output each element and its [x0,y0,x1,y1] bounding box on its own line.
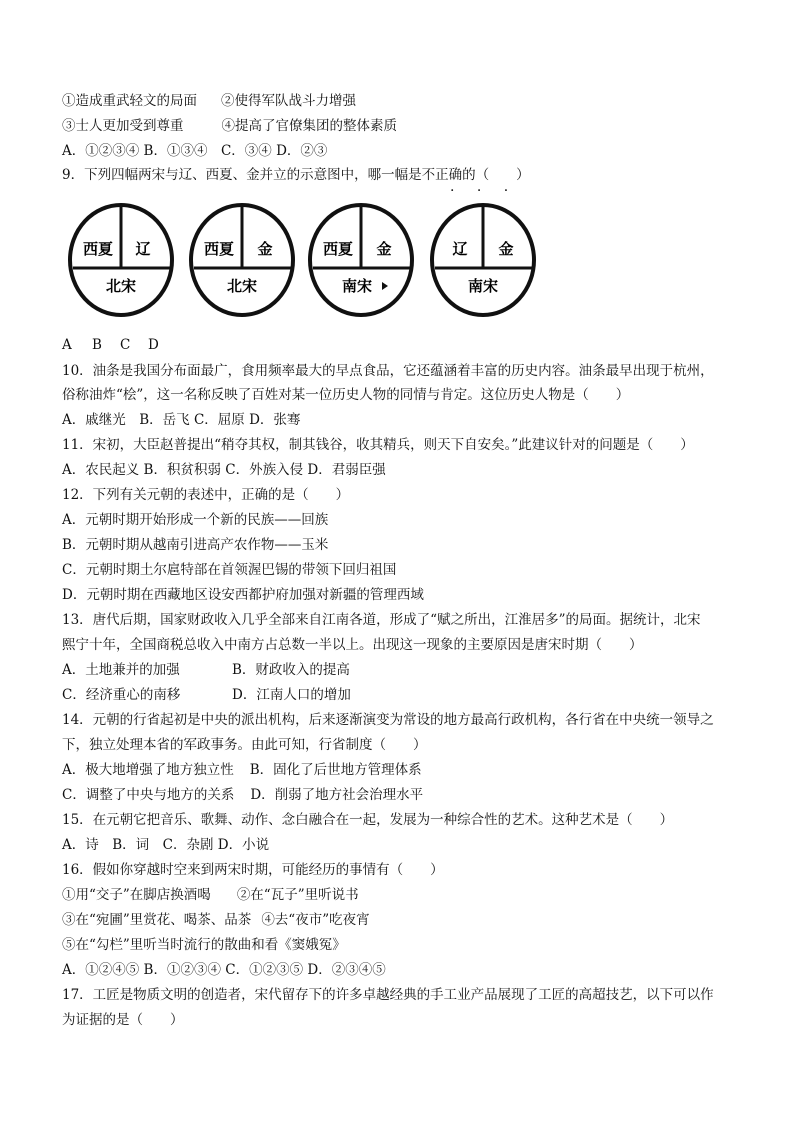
question-10-line-2: 俗称油炸“桧”，这一名称反映了百姓对某一位历史人物的同情与肯定。这位历史人物是（ ） [62,387,630,403]
question-12-option-b: B．元朝时期从越南引进高产农作物——玉米 [62,537,329,553]
question-12-option-d: D．元朝时期在西藏地区设安西都护府加强对新疆的管理西域 [62,587,424,603]
question-14-row-2 [62,786,423,804]
emphasis-dots: · · · [450,183,518,199]
question-16-answers: A．①②④⑤ B．①②③④ C．①②③⑤ D．②③④⑤ [62,962,386,978]
question-14-option-c: C．调整了中央与地方的关系 [62,787,235,803]
question-13-row-2 [62,686,351,704]
option-row-2 [62,117,397,135]
question-13-option-d: D．江南人口的增加 [232,687,351,703]
question-14-option-d: D．削弱了地方社会治理水平 [250,787,424,803]
diagram-4-top-right: 金 [498,240,514,258]
question-12-option-a: A．元朝时期开始形成一个新的民族——回族 [62,512,329,528]
question-17-line-2: 为证据的是（ ） [62,1012,184,1028]
question-13-option-a: A．土地兼并的加强 [62,662,180,678]
question-10-line-1: 10．油条是我国分布面最广，食用频率最大的早点食品，它还蕴涵着丰富的历史内容。油条最早出现于杭州， [62,363,714,379]
letter-d: D [148,337,159,353]
option-1: ①造成重武轻文的局面 [62,93,197,109]
question-11-stem: 11．宋初，大臣赵普提出“稍夺其权，制其钱谷，收其精兵，则天下自安矣。”此建议针对的问题是（ ） [62,437,694,453]
diagram-2 [191,205,293,315]
diagram-1-top-left: 西夏 [82,240,114,258]
question-14-option-a: A．极大地增强了地方独立性 [62,762,234,778]
question-14-row-1 [62,761,422,779]
answer-choices-8: A．①②③④ B．①③④ C．③④ D．②③ [62,143,328,159]
question-9-stem: 9．下列四幅两宋与辽、西夏、金并立的示意图中，哪一幅是不正确的（ ） [62,167,530,183]
scan-mark [382,282,388,290]
diagram-4-top-left: 辽 [452,240,468,258]
question-14-line-2: 下，独立处理本省的军政事务。由此可知，行省制度（ ） [62,737,427,753]
letter-c: C [120,337,131,353]
diagram-3 [310,205,412,315]
diagram-1 [70,205,172,315]
diagram-4-bottom: 南宋 [467,277,499,295]
question-13-option-b: B．财政收入的提高 [232,662,350,678]
diagram-3-top-left: 西夏 [322,240,354,258]
question-13-option-c: C．经济重心的南移 [62,687,181,703]
question-15-stem: 15．在元朝它把音乐、歌舞、动作、念白融合在一起，发展为一种综合性的艺术。这种艺术是（ ） [62,812,674,828]
diagram-2-bottom: 北宋 [226,277,258,295]
diagram-1-bottom: 北宋 [105,277,137,295]
option-row-1 [62,92,356,110]
question-16-option-2: ②在“瓦子”里听说书 [236,887,359,903]
question-16-option-4: ④去“夜市”吃夜宵 [261,912,370,928]
question-16-row-2 [62,911,370,929]
letter-b: B [92,337,102,353]
diagram-3-top-right: 金 [376,240,392,258]
letter-a: A [62,337,72,353]
question-12-option-c: C．元朝时期土尔扈特部在首领渥巴锡的带领下回归祖国 [62,562,397,578]
question-14-line-1: 14．元朝的行省起初是中央的派出机构，后来逐渐演变为常设的地方最高行政机构，各行省在中央统一领导之 [62,712,714,728]
option-3: ③士人更加受到尊重 [62,118,184,134]
diagram-2-top-left: 西夏 [203,240,235,258]
question-10-answers: A．戚继光 B．岳飞 C．屈原 D．张骞 [62,412,301,428]
question-13-row-1 [62,661,350,679]
question-16-option-1: ①用“交子”在脚店换酒喝 [62,887,211,903]
question-16-stem: 16．假如你穿越时空来到两宋时期，可能经历的事情有（ ） [62,862,444,878]
question-16-row-1 [62,886,359,904]
diagram-2-top-right: 金 [257,240,273,258]
q9-diagrams [66,202,536,320]
diagram-3-bottom: 南宋 [341,277,373,295]
option-4: ④提高了官僚集团的整体素质 [221,118,397,134]
question-17-line-1: 17．工匠是物质文明的创造者，宋代留存下的许多卓越经典的手工业产品展现了工匠的高超技艺，以下可以作 [62,987,714,1003]
question-13-line-1: 13．唐代后期，国家财政收入几乎全部来自江南各道，形成了“赋之所出，江淮居多”的局面。据统计，北宋 [62,612,701,628]
question-16-option-3: ③在“宛圃”里赏花、喝茶、品茶 [62,912,252,928]
question-12-stem: 12．下列有关元朝的表述中，正确的是（ ） [62,487,350,503]
question-11-answers: A．农民起义 B．积贫积弱 C．外族入侵 D．君弱臣强 [62,462,386,478]
question-16-option-5: ⑤在“勾栏”里听当时流行的散曲和看《窦娥冤》 [62,937,346,953]
question-14-option-b: B．固化了后世地方管理体系 [249,762,422,778]
q9-diagram-svg [66,202,536,320]
diagram-4 [432,205,534,315]
question-13-line-2: 熙宁十年，全国商税总收入中南方占总数一半以上。出现这一现象的主要原因是唐宋时期（ ） [62,637,643,653]
option-2: ②使得军队战斗力增强 [221,93,356,109]
question-15-answers: A．诗 B．词 C．杂剧 D．小说 [62,837,270,853]
diagram-1-top-right: 辽 [135,240,151,258]
